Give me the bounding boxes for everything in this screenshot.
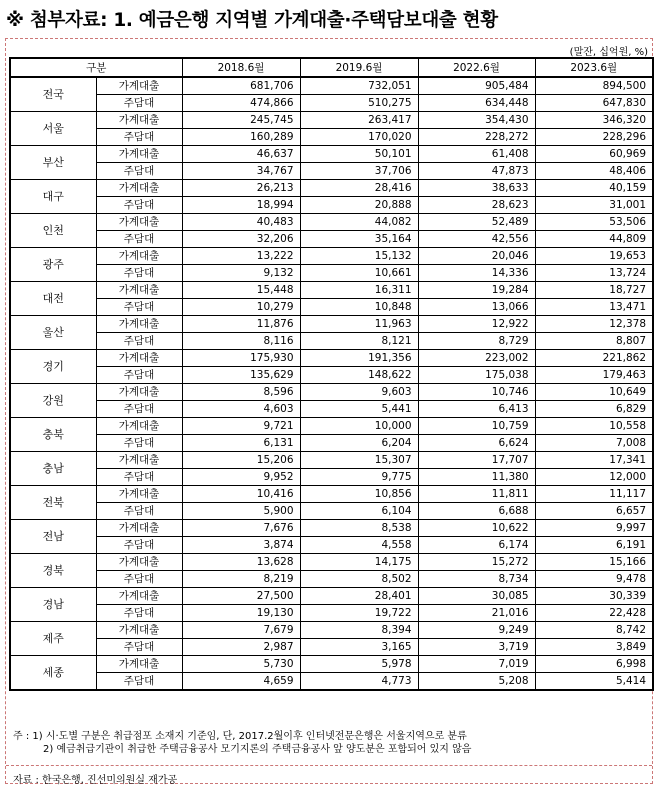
value-cell: 22,428	[535, 605, 653, 622]
value-cell: 9,132	[182, 265, 300, 282]
region-label: 세종	[10, 656, 96, 691]
value-cell: 50,101	[300, 146, 418, 163]
value-cell: 13,222	[182, 248, 300, 265]
value-cell: 30,339	[535, 588, 653, 605]
table-row	[10, 622, 653, 639]
value-cell: 11,963	[300, 316, 418, 333]
table-row	[10, 282, 653, 299]
category-label: 가계대출	[96, 112, 182, 129]
page-title: ※ 첨부자료: 1. 예금은행 지역별 가계대출·주택담보대출 현황	[6, 10, 498, 31]
region-label: 경기	[10, 350, 96, 384]
region-label: 대구	[10, 180, 96, 214]
table-row	[10, 333, 653, 350]
value-cell: 7,679	[182, 622, 300, 639]
value-cell: 228,272	[418, 129, 535, 146]
value-cell: 28,416	[300, 180, 418, 197]
category-label: 가계대출	[96, 452, 182, 469]
category-label: 주담대	[96, 673, 182, 691]
region-label: 제주	[10, 622, 96, 656]
value-cell: 6,998	[535, 656, 653, 673]
value-cell: 245,745	[182, 112, 300, 129]
value-cell: 221,862	[535, 350, 653, 367]
value-cell: 634,448	[418, 95, 535, 112]
value-cell: 6,657	[535, 503, 653, 520]
value-cell: 11,380	[418, 469, 535, 486]
value-cell: 19,653	[535, 248, 653, 265]
value-cell: 8,394	[300, 622, 418, 639]
table-row	[10, 503, 653, 520]
category-label: 주담대	[96, 503, 182, 520]
table-row	[10, 350, 653, 367]
value-cell: 11,117	[535, 486, 653, 503]
category-label: 주담대	[96, 231, 182, 248]
value-cell: 19,284	[418, 282, 535, 299]
value-cell: 37,706	[300, 163, 418, 180]
value-cell: 8,538	[300, 520, 418, 537]
value-cell: 8,502	[300, 571, 418, 588]
value-cell: 894,500	[535, 77, 653, 95]
value-cell: 6,688	[418, 503, 535, 520]
value-cell: 15,448	[182, 282, 300, 299]
value-cell: 16,311	[300, 282, 418, 299]
table-row	[10, 248, 653, 265]
category-label: 가계대출	[96, 418, 182, 435]
table-row	[10, 316, 653, 333]
table-row	[10, 469, 653, 486]
value-cell: 19,130	[182, 605, 300, 622]
value-cell: 10,649	[535, 384, 653, 401]
value-cell: 15,206	[182, 452, 300, 469]
region-label: 경남	[10, 588, 96, 622]
region-label: 대전	[10, 282, 96, 316]
value-cell: 8,742	[535, 622, 653, 639]
value-cell: 9,952	[182, 469, 300, 486]
value-cell: 19,722	[300, 605, 418, 622]
value-cell: 46,637	[182, 146, 300, 163]
value-cell: 42,556	[418, 231, 535, 248]
value-cell: 28,401	[300, 588, 418, 605]
value-cell: 7,008	[535, 435, 653, 452]
value-cell: 354,430	[418, 112, 535, 129]
value-cell: 905,484	[418, 77, 535, 95]
table-row	[10, 537, 653, 554]
category-label: 주담대	[96, 129, 182, 146]
value-cell: 15,166	[535, 554, 653, 571]
header-col-2018: 2018.6월	[182, 58, 300, 77]
region-label: 서울	[10, 112, 96, 146]
value-cell: 6,174	[418, 537, 535, 554]
category-label: 가계대출	[96, 520, 182, 537]
value-cell: 6,829	[535, 401, 653, 418]
header-col-2023: 2023.6월	[535, 58, 653, 77]
region-label: 전남	[10, 520, 96, 554]
value-cell: 6,624	[418, 435, 535, 452]
category-label: 주담대	[96, 639, 182, 656]
value-cell: 4,659	[182, 673, 300, 691]
value-cell: 3,874	[182, 537, 300, 554]
table-row	[10, 197, 653, 214]
category-label: 가계대출	[96, 248, 182, 265]
table-row	[10, 77, 653, 95]
table-row	[10, 656, 653, 673]
value-cell: 18,994	[182, 197, 300, 214]
value-cell: 10,661	[300, 265, 418, 282]
category-label: 주담대	[96, 197, 182, 214]
category-label: 가계대출	[96, 180, 182, 197]
table-row	[10, 231, 653, 248]
table-row	[10, 639, 653, 656]
value-cell: 48,406	[535, 163, 653, 180]
region-label: 인천	[10, 214, 96, 248]
value-cell: 5,978	[300, 656, 418, 673]
region-label: 강원	[10, 384, 96, 418]
table-row	[10, 180, 653, 197]
value-cell: 9,997	[535, 520, 653, 537]
category-label: 가계대출	[96, 77, 182, 95]
value-cell: 191,356	[300, 350, 418, 367]
value-cell: 135,629	[182, 367, 300, 384]
table-row	[10, 95, 653, 112]
value-cell: 10,000	[300, 418, 418, 435]
value-cell: 18,727	[535, 282, 653, 299]
header-category: 구분	[10, 58, 182, 77]
value-cell: 5,730	[182, 656, 300, 673]
value-cell: 5,900	[182, 503, 300, 520]
value-cell: 510,275	[300, 95, 418, 112]
value-cell: 10,746	[418, 384, 535, 401]
value-cell: 31,001	[535, 197, 653, 214]
value-cell: 223,002	[418, 350, 535, 367]
category-label: 가계대출	[96, 350, 182, 367]
value-cell: 40,159	[535, 180, 653, 197]
table-row	[10, 299, 653, 316]
category-label: 가계대출	[96, 146, 182, 163]
category-label: 주담대	[96, 95, 182, 112]
value-cell: 11,811	[418, 486, 535, 503]
value-cell: 6,413	[418, 401, 535, 418]
value-cell: 17,707	[418, 452, 535, 469]
table-row	[10, 554, 653, 571]
value-cell: 14,336	[418, 265, 535, 282]
value-cell: 3,849	[535, 639, 653, 656]
value-cell: 15,132	[300, 248, 418, 265]
value-cell: 263,417	[300, 112, 418, 129]
value-cell: 61,408	[418, 146, 535, 163]
region-label: 울산	[10, 316, 96, 350]
value-cell: 8,116	[182, 333, 300, 350]
value-cell: 27,500	[182, 588, 300, 605]
value-cell: 40,483	[182, 214, 300, 231]
region-label: 경북	[10, 554, 96, 588]
value-cell: 8,807	[535, 333, 653, 350]
region-label: 충북	[10, 418, 96, 452]
value-cell: 9,478	[535, 571, 653, 588]
value-cell: 8,121	[300, 333, 418, 350]
value-cell: 3,719	[418, 639, 535, 656]
category-label: 가계대출	[96, 282, 182, 299]
value-cell: 12,922	[418, 316, 535, 333]
category-label: 가계대출	[96, 588, 182, 605]
value-cell: 10,848	[300, 299, 418, 316]
table-row	[10, 265, 653, 282]
table-row	[10, 367, 653, 384]
value-cell: 44,082	[300, 214, 418, 231]
table-row	[10, 452, 653, 469]
category-label: 주담대	[96, 537, 182, 554]
value-cell: 179,463	[535, 367, 653, 384]
value-cell: 4,773	[300, 673, 418, 691]
table-row	[10, 418, 653, 435]
table-row	[10, 588, 653, 605]
value-cell: 228,296	[535, 129, 653, 146]
value-cell: 8,729	[418, 333, 535, 350]
value-cell: 21,016	[418, 605, 535, 622]
value-cell: 9,249	[418, 622, 535, 639]
region-label: 부산	[10, 146, 96, 180]
category-label: 주담대	[96, 469, 182, 486]
value-cell: 17,341	[535, 452, 653, 469]
value-cell: 52,489	[418, 214, 535, 231]
value-cell: 38,633	[418, 180, 535, 197]
category-label: 가계대출	[96, 214, 182, 231]
value-cell: 15,307	[300, 452, 418, 469]
value-cell: 35,164	[300, 231, 418, 248]
value-cell: 14,175	[300, 554, 418, 571]
table-header-row	[10, 58, 653, 77]
category-label: 가계대출	[96, 316, 182, 333]
value-cell: 6,131	[182, 435, 300, 452]
value-cell: 34,767	[182, 163, 300, 180]
value-cell: 53,506	[535, 214, 653, 231]
category-label: 주담대	[96, 401, 182, 418]
value-cell: 11,876	[182, 316, 300, 333]
value-cell: 9,721	[182, 418, 300, 435]
value-cell: 7,676	[182, 520, 300, 537]
value-cell: 8,219	[182, 571, 300, 588]
value-cell: 2,987	[182, 639, 300, 656]
category-label: 주담대	[96, 299, 182, 316]
value-cell: 20,046	[418, 248, 535, 265]
value-cell: 12,000	[535, 469, 653, 486]
value-cell: 5,208	[418, 673, 535, 691]
value-cell: 32,206	[182, 231, 300, 248]
value-cell: 10,416	[182, 486, 300, 503]
value-cell: 3,165	[300, 639, 418, 656]
unit-label: (말잔, 십억원, %)	[569, 47, 648, 58]
category-label: 가계대출	[96, 622, 182, 639]
value-cell: 5,441	[300, 401, 418, 418]
value-cell: 13,628	[182, 554, 300, 571]
table-row	[10, 435, 653, 452]
table-row	[10, 384, 653, 401]
table-row	[10, 520, 653, 537]
value-cell: 175,930	[182, 350, 300, 367]
value-cell: 28,623	[418, 197, 535, 214]
value-cell: 170,020	[300, 129, 418, 146]
header-col-2022: 2022.6월	[418, 58, 535, 77]
value-cell: 20,888	[300, 197, 418, 214]
table-row	[10, 129, 653, 146]
table-row	[10, 486, 653, 503]
value-cell: 12,378	[535, 316, 653, 333]
value-cell: 9,775	[300, 469, 418, 486]
value-cell: 7,019	[418, 656, 535, 673]
value-cell: 175,038	[418, 367, 535, 384]
table-row	[10, 146, 653, 163]
value-cell: 10,622	[418, 520, 535, 537]
loan-table	[9, 57, 654, 691]
value-cell: 148,622	[300, 367, 418, 384]
region-label: 전북	[10, 486, 96, 520]
value-cell: 4,558	[300, 537, 418, 554]
value-cell: 30,085	[418, 588, 535, 605]
category-label: 주담대	[96, 435, 182, 452]
value-cell: 26,213	[182, 180, 300, 197]
value-cell: 160,289	[182, 129, 300, 146]
value-cell: 4,603	[182, 401, 300, 418]
category-label: 주담대	[96, 605, 182, 622]
value-cell: 47,873	[418, 163, 535, 180]
divider	[6, 765, 652, 766]
value-cell: 44,809	[535, 231, 653, 248]
table-row	[10, 163, 653, 180]
value-cell: 6,104	[300, 503, 418, 520]
value-cell: 681,706	[182, 77, 300, 95]
value-cell: 13,066	[418, 299, 535, 316]
category-label: 주담대	[96, 163, 182, 180]
table-row	[10, 214, 653, 231]
footnote-2: 2) 예금취급기관이 취급한 주택금융공사 모기지론의 주택금융공사 앞 양도분은 포함되어 있지 않음	[43, 744, 472, 755]
region-label: 전국	[10, 77, 96, 112]
value-cell: 647,830	[535, 95, 653, 112]
value-cell: 15,272	[418, 554, 535, 571]
category-label: 주담대	[96, 265, 182, 282]
category-label: 가계대출	[96, 486, 182, 503]
category-label: 주담대	[96, 333, 182, 350]
value-cell: 8,596	[182, 384, 300, 401]
table-body	[10, 77, 653, 690]
value-cell: 9,603	[300, 384, 418, 401]
value-cell: 8,734	[418, 571, 535, 588]
category-label: 가계대출	[96, 384, 182, 401]
region-label: 광주	[10, 248, 96, 282]
header-col-2019: 2019.6월	[300, 58, 418, 77]
footnote-1: 주 : 1) 시·도별 구분은 취급점포 소재지 기준임, 단, 2017.2월이후 인터넷전문은행은 서울지역으로 분류	[13, 731, 467, 742]
value-cell: 10,759	[418, 418, 535, 435]
table-row	[10, 605, 653, 622]
region-label: 충남	[10, 452, 96, 486]
value-cell: 13,471	[535, 299, 653, 316]
value-cell: 346,320	[535, 112, 653, 129]
value-cell: 5,414	[535, 673, 653, 691]
value-cell: 6,204	[300, 435, 418, 452]
table-row	[10, 112, 653, 129]
value-cell: 474,866	[182, 95, 300, 112]
table-row	[10, 401, 653, 418]
source-note: 자료 : 한국은행, 진선미의원실 재가공	[13, 775, 178, 786]
value-cell: 10,279	[182, 299, 300, 316]
category-label: 가계대출	[96, 554, 182, 571]
value-cell: 10,856	[300, 486, 418, 503]
category-label: 주담대	[96, 367, 182, 384]
value-cell: 10,558	[535, 418, 653, 435]
table-row	[10, 673, 653, 691]
value-cell: 60,969	[535, 146, 653, 163]
value-cell: 13,724	[535, 265, 653, 282]
value-cell: 6,191	[535, 537, 653, 554]
footnotes	[13, 730, 471, 756]
value-cell: 732,051	[300, 77, 418, 95]
category-label: 가계대출	[96, 656, 182, 673]
category-label: 주담대	[96, 571, 182, 588]
table-row	[10, 571, 653, 588]
